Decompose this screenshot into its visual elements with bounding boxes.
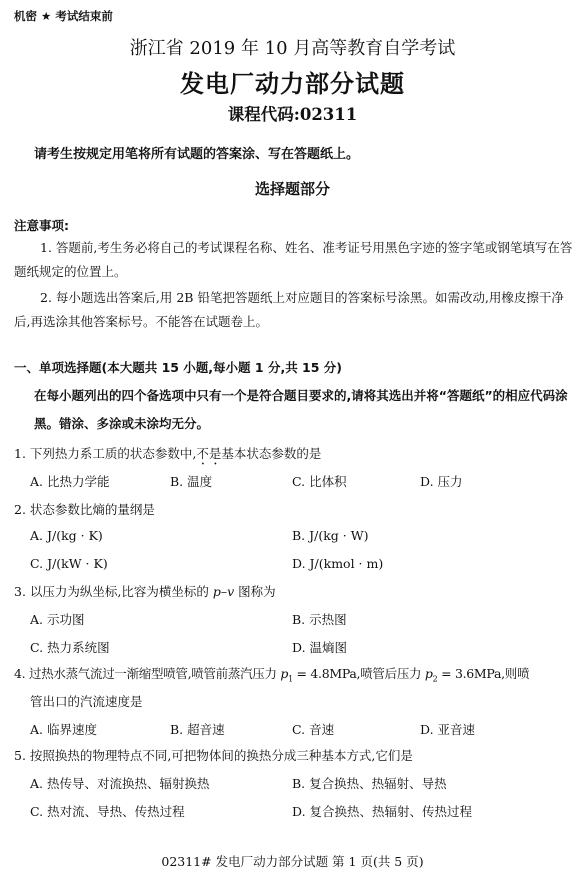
question-4-stem-line2: 管出口的汽流速度是 [30, 694, 143, 709]
q1-stem-pre: 1. 下列热力系工质的状态参数中, [14, 446, 197, 461]
q4-option-b: B. 超音速 [170, 722, 225, 737]
q3-option-b: B. 示热图 [292, 612, 347, 627]
q1-option-a: A. 比热力学能 [30, 474, 110, 489]
general-instruction: 请考生按规定用笔将所有试题的答案涂、写在答题纸上。 [34, 147, 360, 162]
section-heading: 选择题部分 [254, 180, 330, 198]
course-code: 课程代码:02311 [227, 105, 358, 124]
q4-p2-variable: p [424, 666, 433, 681]
q5-option-b: B. 复合换热、热辐射、导热 [292, 776, 447, 791]
q2-option-a: A. J/(kg · K) [30, 528, 103, 543]
paper-title: 发电厂动力部分试题 [180, 69, 405, 98]
q3-stem-variable: p–v [212, 584, 235, 599]
q4-p1-subscript: 1 [288, 674, 293, 684]
q3-stem-pre: 3. 以压力为纵坐标,比容为横坐标的 [14, 584, 213, 599]
q4-p1-variable: p [280, 666, 289, 681]
q4-option-d: D. 亚音速 [420, 722, 476, 737]
confidential-mark: 机密 ★ 考试结束前 [14, 9, 113, 23]
question-1-stem [14, 444, 321, 468]
q3-stem-post: 图称为 [234, 584, 276, 599]
question-2-stem: 2. 状态参数比熵的量纲是 [14, 502, 155, 517]
q1-stem-emphasis: 不是 [196, 446, 222, 461]
q1-option-b: B. 温度 [170, 474, 213, 489]
question-4-stem-line1 [14, 664, 529, 684]
part-intro: 在每小题列出的四个备选项中只有一个是符合题目要求的,请将其选出并将“答题纸”的相应代码涂黑。错涂、多涂或未涂均无分。 [34, 388, 568, 431]
q4-p2-subscript: 2 [432, 674, 438, 684]
q5-option-d: D. 复合换热、热辐射、传热过程 [292, 804, 473, 819]
q1-stem-post: 基本状态参数的是 [221, 446, 322, 461]
question-5-stem: 5. 按照换热的物理特点不同,可把物体间的换热分成三种基本方式,它们是 [14, 748, 413, 763]
q2-option-b: B. J/(kg · W) [292, 528, 369, 543]
q2-option-c: C. J/(kW · K) [30, 556, 108, 571]
q3-option-c: C. 热力系统图 [30, 640, 110, 655]
q1-option-c: C. 比体积 [292, 474, 347, 489]
question-3-stem [14, 582, 276, 600]
q1-option-d: D. 压力 [420, 474, 463, 489]
q4-option-c: C. 音速 [292, 722, 335, 737]
q4-stem-pre: 4. 过热水蒸气流过一渐缩型喷管,喷管前蒸汽压力 [14, 666, 281, 681]
q5-option-a: A. 热传导、对流换热、辐射换热 [30, 776, 210, 791]
page-footer: 02311# 发电厂动力部分试题 第 1 页(共 5 页) [161, 854, 424, 869]
q3-option-a: A. 示功图 [30, 612, 85, 627]
note-2: 2. 每小题选出答案后,用 2B 铅笔把答题纸上对应题目的答案标号涂黑。如需改动,用橡皮擦干净后,再选涂其他答案标号。不能答在试题卷上。 [14, 290, 564, 329]
q2-option-d: D. J/(kmol · m) [292, 556, 384, 571]
exam-title: 浙江省 2019 年 10 月高等教育自学考试 [129, 38, 456, 59]
q3-option-d: D. 温熵图 [292, 640, 348, 655]
part-title: 一、单项选择题(本大题共 15 小题,每小题 1 分,共 15 分) [14, 360, 343, 375]
q4-p2-value: = 3.6MPa,则喷 [437, 666, 530, 681]
notes-title: 注意事项: [14, 218, 69, 233]
q4-option-a: A. 临界速度 [30, 722, 97, 737]
q4-p1-value: = 4.8MPa,喷管后压力 [292, 666, 425, 681]
note-1: 1. 答题前,考生务必将自己的考试课程名称、姓名、准考证号用黑色字迹的签字笔或钢笔填写在答题纸规定的位置上。 [14, 240, 573, 279]
q5-option-c: C. 热对流、导热、传热过程 [30, 804, 185, 819]
